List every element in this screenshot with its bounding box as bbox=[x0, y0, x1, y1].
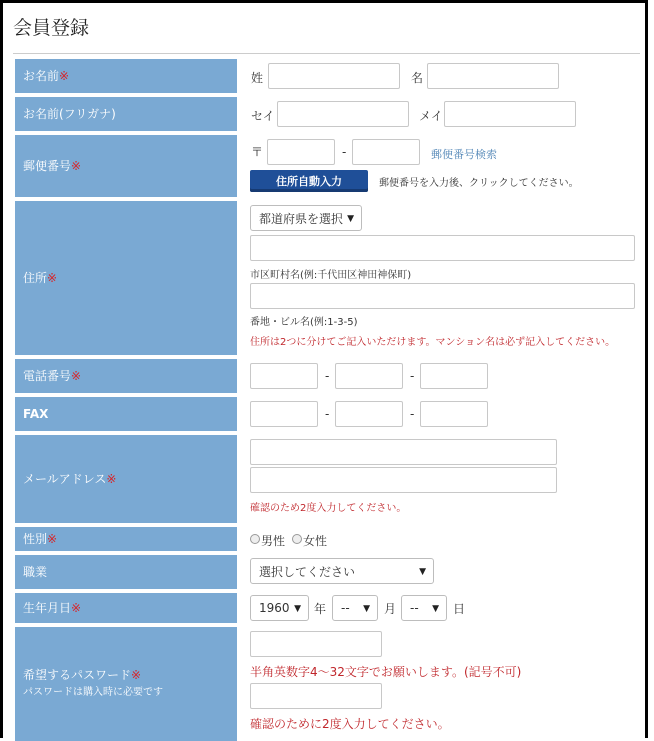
required-mark: ※ bbox=[131, 668, 142, 682]
required-mark: ※ bbox=[71, 159, 82, 173]
first-name-label: 名 bbox=[411, 71, 424, 85]
row-fax bbox=[15, 397, 639, 431]
label-email: メールアドレス※ bbox=[15, 435, 237, 523]
password-note-1: 半角英数字4～32文字でお願いします。(記号不可) bbox=[250, 665, 522, 679]
tel-2-input[interactable] bbox=[335, 363, 403, 389]
tel-1-input[interactable] bbox=[250, 363, 318, 389]
birth-year-select[interactable] bbox=[250, 595, 309, 621]
row-password bbox=[15, 627, 639, 741]
tel-3-input[interactable] bbox=[420, 363, 488, 389]
label-postal: 郵便番号※ bbox=[15, 135, 237, 197]
dropdown-arrow-icon: ▼ bbox=[432, 604, 439, 614]
city-hint: 市区町村名(例:千代田区神田神保町) bbox=[250, 270, 412, 281]
fax-dash-2: - bbox=[410, 407, 415, 421]
label-password: 希望するパスワード※ パスワードは購入時に必要です bbox=[15, 627, 237, 741]
row-postal bbox=[15, 135, 639, 197]
fax-3-input[interactable] bbox=[420, 401, 488, 427]
autofill-hint: 郵便番号を入力後、クリックしてください。 bbox=[379, 178, 579, 189]
cell-address bbox=[249, 201, 639, 355]
first-name-input[interactable] bbox=[427, 63, 559, 89]
month-unit: 月 bbox=[384, 602, 397, 616]
cell-postal bbox=[249, 135, 639, 197]
birth-day-value: -- bbox=[410, 601, 419, 615]
cell-gender bbox=[249, 527, 639, 551]
password-note-2: 確認のために2度入力してください。 bbox=[250, 717, 450, 731]
cell-birth bbox=[249, 593, 639, 623]
gender-male-radio[interactable] bbox=[250, 534, 260, 544]
street-hint: 番地・ビル名(例:1-3-5) bbox=[250, 317, 358, 328]
row-birth bbox=[15, 593, 639, 623]
cell-name bbox=[249, 59, 639, 93]
cell-email bbox=[249, 435, 639, 523]
job-select-value: 選択してください bbox=[259, 564, 356, 579]
password-sub-label: パスワードは購入時に必要です bbox=[23, 687, 163, 698]
required-mark: ※ bbox=[71, 601, 82, 615]
label-birth: 生年月日※ bbox=[15, 593, 237, 623]
first-kana-label: メイ bbox=[419, 109, 443, 123]
row-kana bbox=[15, 97, 639, 131]
required-mark: ※ bbox=[47, 532, 58, 546]
birth-day-select[interactable] bbox=[401, 595, 447, 621]
label-address: 住所※ bbox=[15, 201, 237, 355]
last-name-input[interactable] bbox=[268, 63, 400, 89]
cell-job bbox=[249, 555, 639, 589]
fax-2-input[interactable] bbox=[335, 401, 403, 427]
row-gender bbox=[15, 527, 639, 551]
label-tel: 電話番号※ bbox=[15, 359, 237, 393]
prefecture-select-value: 都道府県を選択 bbox=[259, 211, 344, 226]
cell-kana bbox=[249, 97, 639, 131]
day-unit: 日 bbox=[453, 602, 466, 616]
postal-code-1-input[interactable] bbox=[267, 139, 335, 165]
last-kana-label: セイ bbox=[251, 109, 275, 123]
required-mark: ※ bbox=[71, 369, 82, 383]
label-name: お名前※ bbox=[15, 59, 237, 93]
postal-code-2-input[interactable] bbox=[352, 139, 420, 165]
label-kana: お名前(フリガナ) bbox=[15, 97, 237, 131]
postal-dash: - bbox=[342, 145, 347, 159]
dropdown-arrow-icon: ▼ bbox=[347, 214, 354, 224]
postal-search-link[interactable]: 郵便番号検索 bbox=[431, 148, 497, 161]
birth-year-value: 1960 bbox=[259, 601, 290, 615]
dropdown-arrow-icon: ▼ bbox=[419, 567, 426, 577]
city-input[interactable] bbox=[250, 235, 635, 261]
street-input[interactable] bbox=[250, 283, 635, 309]
required-mark: ※ bbox=[59, 69, 70, 83]
page-title: 会員登録 bbox=[13, 17, 90, 39]
prefecture-select[interactable] bbox=[250, 205, 362, 231]
address-note: 住所は2つに分けてご記入いただけます。マンション名は必ず記入してください。 bbox=[250, 337, 616, 348]
email-note: 確認のため2度入力してください。 bbox=[250, 503, 407, 514]
required-mark: ※ bbox=[106, 472, 117, 486]
cell-fax bbox=[249, 397, 639, 431]
row-tel bbox=[15, 359, 639, 393]
label-gender: 性別※ bbox=[15, 527, 237, 551]
required-mark: ※ bbox=[47, 271, 58, 285]
last-name-label: 姓 bbox=[251, 71, 264, 85]
row-email bbox=[15, 435, 639, 523]
fax-1-input[interactable] bbox=[250, 401, 318, 427]
gender-male-label[interactable]: 男性 bbox=[261, 534, 286, 548]
label-fax: FAX bbox=[15, 397, 237, 431]
postal-prefix: 〒 bbox=[251, 145, 264, 159]
job-select[interactable] bbox=[250, 558, 434, 584]
email-input[interactable] bbox=[250, 439, 557, 465]
birth-month-select[interactable] bbox=[332, 595, 378, 621]
last-kana-input[interactable] bbox=[277, 101, 409, 127]
address-autofill-button[interactable]: 住所自動入力 bbox=[250, 170, 368, 192]
row-job bbox=[15, 555, 639, 589]
fax-dash-1: - bbox=[325, 407, 330, 421]
row-address bbox=[15, 201, 639, 355]
row-name bbox=[15, 59, 639, 93]
title-divider bbox=[13, 53, 640, 54]
cell-tel bbox=[249, 359, 639, 393]
password-confirm-input[interactable] bbox=[250, 683, 382, 709]
year-unit: 年 bbox=[314, 602, 327, 616]
password-input[interactable] bbox=[250, 631, 382, 657]
tel-dash-2: - bbox=[410, 369, 415, 383]
first-kana-input[interactable] bbox=[444, 101, 576, 127]
label-job: 職業 bbox=[15, 555, 237, 589]
tel-dash-1: - bbox=[325, 369, 330, 383]
email-confirm-input[interactable] bbox=[250, 467, 557, 493]
birth-month-value: -- bbox=[341, 601, 350, 615]
gender-female-label[interactable]: 女性 bbox=[303, 534, 328, 548]
gender-female-radio[interactable] bbox=[292, 534, 302, 544]
cell-password bbox=[249, 627, 639, 741]
dropdown-arrow-icon: ▼ bbox=[294, 604, 301, 614]
dropdown-arrow-icon: ▼ bbox=[363, 604, 370, 614]
